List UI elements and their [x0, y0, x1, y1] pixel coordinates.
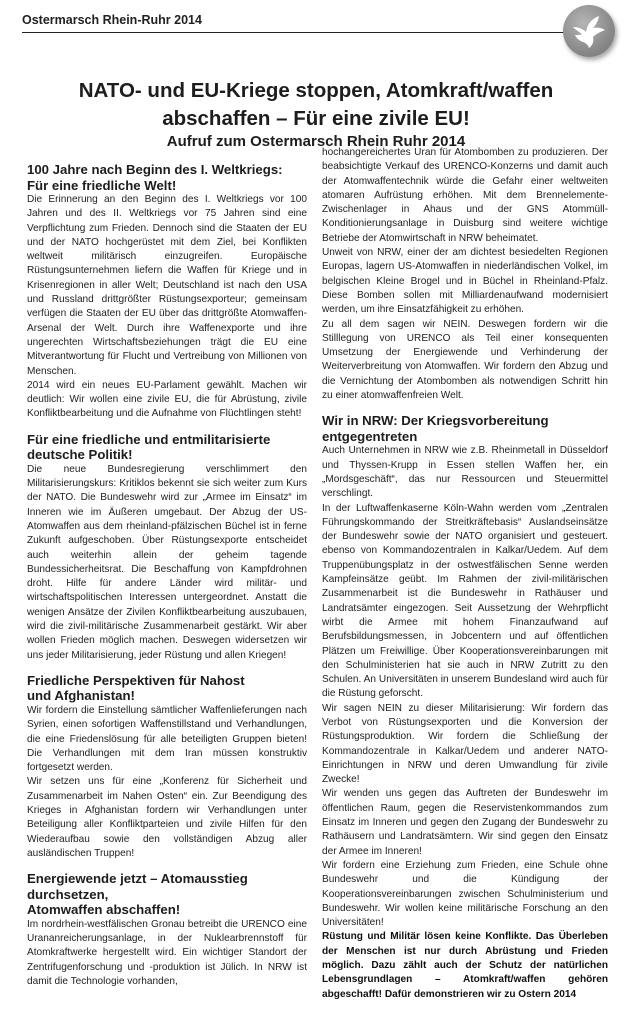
paragraph: In der Luftwaffenkaserne Köln-Wahn werden vom „Zentralen Führungskommando der Streitkräftebasis“ Auslandseinsätze der Bundeswehr sowie der NATO organisiert und gesteuert. ebenso von Kommandozentralen in Kalkar/Uedem. Auf dem Truppenübungsplatz in der ostwestfälischen Senne werden Kampfeinsätze geübt. Im Rahmen der zivil-militärischen Zusammenarbeit ist die Bundeswehr in Rathäuser und Landratsämter eingezogen. Seit Aussetzung der Wehrpflicht wirbt die Armee mit hohem Finanzaufwand auf Berufsbildungsmessen, in Jobcentern und auf öffentlichen Plätzen um Freiwillige. Über Kooperationsvereinbarungen mit den Schulministerien hat sie auch in NRW Zutritt zu den Schulen. An Universitäten in unserem Bundesland wird auch für die Rüstung geforscht. — [322, 502, 608, 700]
paragraph: Im nordrhein-westfälischen Gronau betreibt die URENCO eine Urananreicherungsanlage, in der Nuklearbrennstoff für Atomkraftwerke hergestellt wird. Ein wichtiger Standort der Zentrifugenforschung und -produktion ist Jülich. In NRW ist damit die Technologie vorhanden, — [27, 918, 307, 987]
left-column — [27, 162, 307, 999]
main-title-line-1: NATO- und EU-Kriege stoppen, Atomkraft/waffen — [78, 79, 554, 102]
section-nahost — [27, 673, 307, 861]
heading-line: Für eine friedliche Welt! — [27, 177, 177, 193]
paragraph: Wir setzen uns für eine „Konferenz für Sicherheit und Zusammenarbeit im Nahen Osten“ ein. Zur Beendigung des Krieges in Afghanistan fordern wir Verhandlungen unter Beteiligung aller Konfliktparteien und zivile Hilfen für den Wiederaufbau sowie den vollständigen Abzug aller ausländischen Truppen! — [27, 776, 307, 859]
paragraph: Wir wenden uns gegen das Auftreten der Bundeswehr im öffentlichen Raum, gegen die Reservistenkommandos zum Einsatz im Inneren und gegen den Zugang der Bundeswehr zu Rathäusern und Landratsämtern. Wir sind gegen den Einsatz der Armee im Inneren! — [322, 788, 608, 857]
heading-line: entgegentreten — [322, 428, 418, 444]
main-title-line-2: abschaffen – Für eine zivile EU! — [162, 107, 470, 130]
header-title: Ostermarsch Rhein-Ruhr 2014 — [22, 13, 202, 27]
heading-line: Energiewende jetzt – Atomausstieg durchsetzen, — [27, 871, 248, 902]
heading-line: 100 Jahre nach Beginn des I. Weltkriegs: — [27, 162, 283, 177]
paragraph: Wir fordern die Einstellung sämtlicher Waffenlieferungen nach Syrien, einen sofortigen Waffenstillstand und Verhandlungen, die eine Friedenslösung für alle beteiligten Gruppen bieten! Die Verhandlungen mit dem Iran müssen konstruktiv fortgesetzt werden. — [27, 704, 307, 774]
paragraph: Auch Unternehmen in NRW wie z.B. Rheinmetall in Düsseldorf und Thyssen-Krupp in Essen stellen Waffen her, ein „Mordsgeschäft“, das nur Ressourcen und Steuermittel verschlingt. — [322, 445, 608, 500]
heading-line: und Afghanistan! — [27, 688, 135, 704]
paragraph: Die Erinnerung an den Beginn des I. Weltkriegs vor 100 Jahren und des II. Weltkriegs vor 75 Jahren sind eine Verpflichtung zum Frieden. Dennoch sind die Staaten der EU und der NATO hochgerüstet mit dem Ziel, bei Konflikten weltweit militärisch einzugreifen. Europäische Rüstungsunternehmen liefern die Waffen für Kriege und in Krisenregionen in aller Welt; Deutschland ist nach den USA und Russland drittgrößter Rüstungsexporteur; gemeinsam verfügen die Staaten der EU über das drittgrößte Atomwaffen-Arsenal der Welt. Durch ihre Waffenexporte und ihre ungerechten Wirtschaftsbeziehungen trägt die EU eine Mitverantwortung für Flucht und Vertreibung von Millionen von Menschen. — [27, 194, 307, 377]
right-column — [322, 146, 608, 1012]
heading-line: Atomwaffen abschaffen! — [27, 902, 181, 918]
page-header — [22, 12, 567, 33]
section-heading — [322, 413, 608, 444]
paragraph: Wir sagen NEIN zu dieser Militarisierung: Wir fordern das Verbot von Rüstungsexporten und die Konversion der Rüstungsproduktion. Wir fordern die Schließung der Kommandozentrale in Kalkar/Uedem und anderer NATO-Einrichtungen in NRW und deren Umwandlung für zivile Zwecke! — [322, 702, 608, 786]
section-heading — [27, 673, 307, 704]
heading-line: Friedliche Perspektiven für Nahost — [27, 672, 245, 688]
paragraph: Wir fordern eine Erziehung zum Frieden, eine Schule ohne Bundeswehr und die Kündigung der Kooperationsvereinbarungen zwischen Schulministerium und Bundeswehr. Wir wollen keine militärische Forschung an den Universitäten! — [322, 859, 608, 929]
section-heading — [27, 432, 307, 463]
dove-icon — [563, 5, 615, 57]
section-energiewende — [27, 871, 307, 989]
section-weltkrieg — [27, 162, 307, 422]
heading-line: deutsche Politik! — [27, 447, 133, 463]
section-nrw — [322, 413, 608, 1002]
section-deutsche-politik — [27, 432, 307, 663]
heading-line: Für eine friedliche und entmilitarisierte — [27, 431, 271, 447]
paragraph: Die neue Bundesregierung verschlimmert den Militarisierungskurs: Kritiklos bekennt sie sich weiter zum Kurs der NATO. Die Bundeswehr wird zur „Armee im Einsatz“ im Inneren wie im Äußeren umgebaut. Der Abzug der US-Atomwaffen aus dem rheinland-pfälzischen Büchel ist in ferne Zukunft aufgeschoben. Über Rüstungsexporte entscheidet auch weiterhin allein der geheim tagende Bundessicherheitsrat. Die Beschaffung von Kampfdrohnen droht. Hilfe für andere Länder wird militär- und wirtschaftspolitischen Interessen untergeordnet. Anstatt die wenigen Ansätze der Zivilen Konfliktbearbeitung auszubauen, wird die zivil-militärische Zusammenarbeit gestärkt. Wir aber wollen Frieden möglich machen. Deswegen widersetzen wir uns jeder Militarisierung, jeder Rüstung und allen Kriegen! — [27, 463, 307, 661]
section-heading — [27, 162, 307, 193]
closing-statement: Rüstung und Militär lösen keine Konflikte. Das Überleben der Menschen ist nur durch Abrüstung und Frieden möglich. Dazu zählt auch der Schutz der natürlichen Lebensgrundlagen – Atomkraft/waffen gehören abgeschafft! Dafür demonstrieren wir zu Ostern 2014 — [322, 931, 608, 1000]
section-energiewende-continued — [322, 146, 608, 403]
paragraph: 2014 wird ein neues EU-Parlament gewählt. Machen wir deutlich: Wir wollen eine zivile EU, die für Abrüstung, zivile Konfliktbearbeitung und die Aufnahme von Flüchtlingen steht! — [27, 379, 307, 420]
main-title — [40, 77, 592, 133]
paragraph: hochangereichertes Uran für Atombomben zu produzieren. Der beabsichtigte Verkauf des URENCO-Konzerns und damit auch der Atomwaffentechnik würde die Gefahr einer weltweiten atomaren Aufrüstung erhöhen. Mit dem Brennelemente-Zwischenlager in Ahaus und der GNS Atommüll-Konditionierungsanlage in Duisburg sind weitere wichtige Betriebe der Atomwirtschaft in NRW beheimatet. — [322, 147, 608, 244]
sub-title: Aufruf zum Ostermarsch Rhein Ruhr 2014 — [166, 133, 466, 150]
paragraph: Zu all dem sagen wir NEIN. Deswegen fordern wir die Stilllegung von URENCO als Teil einer konsequenten Umsetzung der Energiewende und Verhinderung der Weiterverbreitung von Atomwaffen. Wir fordern den Abzug und die Vernichtung der Atombomben als notwendigen Schritt hin zu einer atomwaffenfreien Welt. — [322, 318, 608, 402]
paragraph: Unweit von NRW, einer der am dichtest besiedelten Regionen Europas, lagern US-Atomwaffen in niederländischen Volkel, im belgischen Kleine Brogel und in Büchel in Rheinland-Pfalz. Diese Bomben sollen mit Milliardenaufwand modernisiert werden, um ihre Einsatzfähigkeit zu erhöhen. — [322, 247, 608, 316]
heading-line: Wir in NRW: Der Kriegsvorbereitung — [322, 413, 549, 429]
section-heading — [27, 871, 307, 918]
